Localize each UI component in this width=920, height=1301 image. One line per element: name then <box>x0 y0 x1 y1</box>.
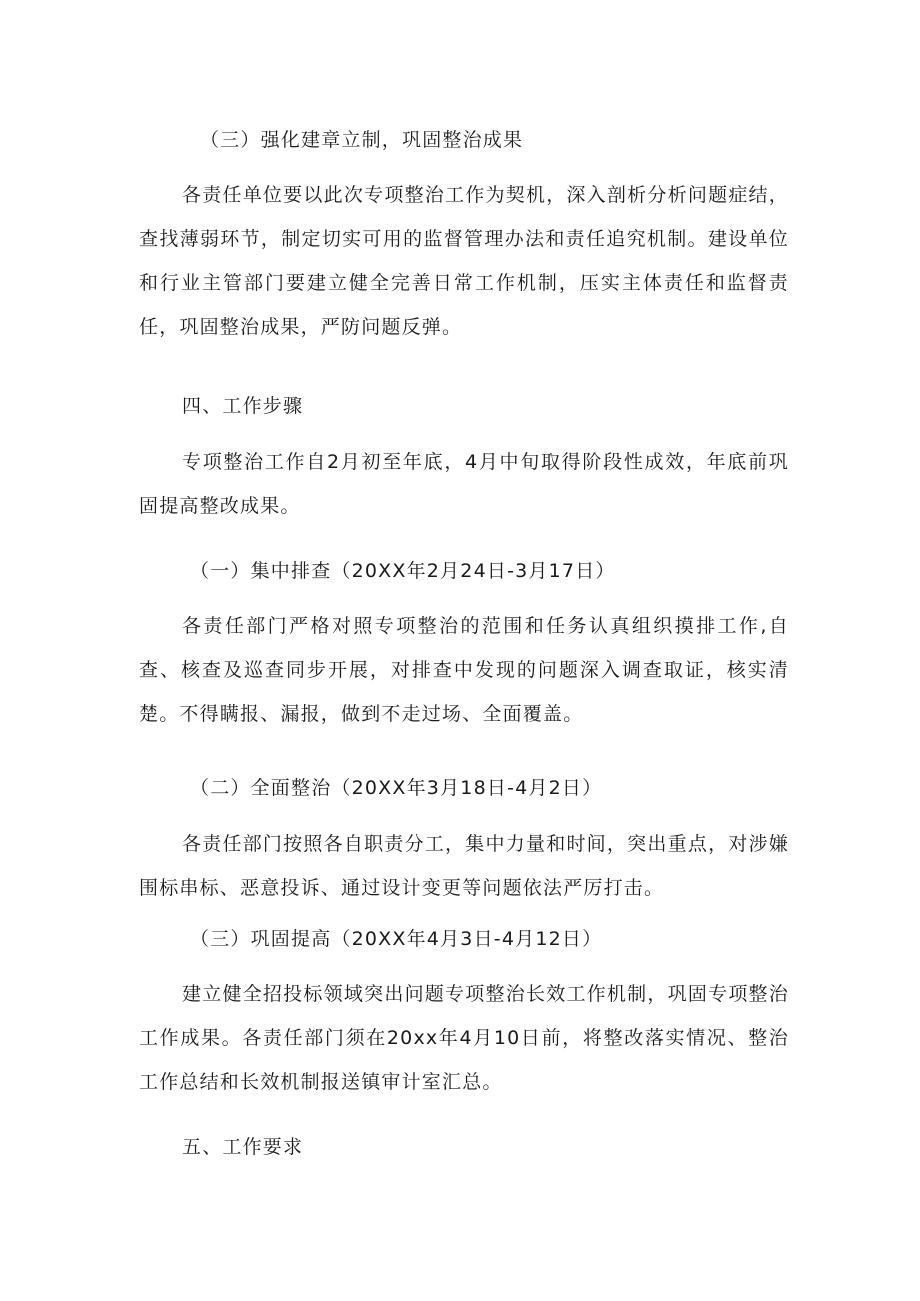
step-heading-comprehensive-rectify: （二）全面整治（20XX年3月18日-4月2日） <box>190 777 603 799</box>
paragraph-check: 各责任部门严格对照专项整治的范围和任务认真组织摸排工作,自查、核查及巡查同步开展，对排查中发现的问题深入调查取证，核实清楚。不得瞒报、漏报，做到不走过场、全面覆盖。 <box>139 615 789 725</box>
section-heading-work-steps: 四、工作步骤 <box>182 395 304 417</box>
step-heading-centralized-check: （一）集中排查（20XX年2月24日-3月17日） <box>190 560 616 582</box>
paragraph-rectify: 各责任部门按照各自职责分工，集中力量和时间，突出重点，对涉嫌围标串标、恶意投诉、通过设计变更等问题依法严厉打击。 <box>139 833 789 899</box>
section-heading-work-requirements: 五、工作要求 <box>182 1136 304 1158</box>
step-heading-consolidate: （三）巩固提高（20XX年4月3日-4月12日） <box>190 928 603 950</box>
paragraph-mechanism: 建立健全招投标领域突出问题专项整治长效工作机制，巩固专项整治工作成果。各责任部门须在20xx年4月10日前，将整改落实情况、整治工作总结和长效机制报送镇审计室汇总。 <box>139 983 789 1093</box>
paragraph-timeline: 专项整治工作自2月初至年底，4月中旬取得阶段性成效，年底前巩固提高整改成果。 <box>139 451 789 517</box>
paragraph-consolidate: 各责任单位要以此次专项整治工作为契机，深入剖析分析问题症结，查找薄弱环节，制定切实可用的监督管理办法和责任追究机制。建设单位和行业主管部门要建立健全完善日常工作机制，压实主体责任和监督责任，巩固整治成果，严防问题反弹。 <box>139 184 789 338</box>
section-heading-3: （三）强化建章立制，巩固整治成果 <box>200 129 524 151</box>
